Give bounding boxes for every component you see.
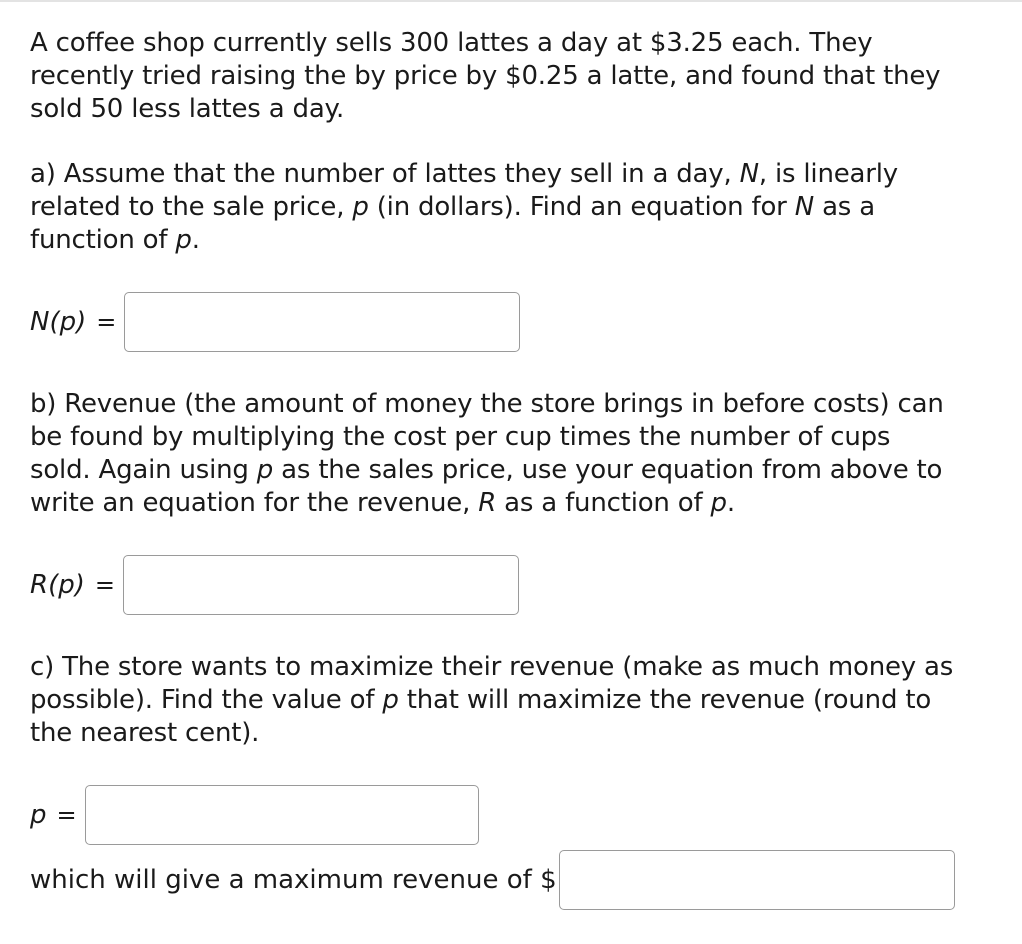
- n-of-p-input[interactable]: [124, 292, 520, 352]
- part-a-question: [30, 158, 970, 257]
- intro-line: A coffee shop currently sells 300 lattes a day at $3.25 each. They: [30, 28, 873, 58]
- p-label: p: [30, 799, 47, 830]
- r-of-p-input[interactable]: [123, 555, 519, 615]
- r-of-p-label: R(p): [30, 569, 85, 600]
- variable-n: N: [739, 159, 759, 189]
- problem-intro: [30, 27, 970, 126]
- part-c-line: c) The store wants to maximize their revenue (make as much money as: [30, 652, 954, 682]
- intro-line: recently tried raising the by price by $0.25 a latte, and found that they: [30, 61, 941, 91]
- intro-line: sold 50 less lattes a day.: [30, 94, 345, 124]
- variable-n: N: [794, 192, 814, 222]
- part-a-line: a) Assume that the number of lattes they sell in a day, N, is linearly: [30, 159, 898, 189]
- equals-sign: =: [94, 570, 115, 599]
- p-answer-row: [30, 785, 479, 845]
- part-a-line: function of p.: [30, 225, 200, 255]
- variable-p: p: [256, 455, 274, 485]
- part-a-line: related to the sale price, p (in dollars). Find an equation for N as a: [30, 192, 875, 222]
- variable-r: R: [478, 488, 497, 518]
- max-revenue-input[interactable]: [559, 850, 955, 910]
- p-input[interactable]: [85, 785, 479, 845]
- part-b-line: write an equation for the revenue, R as a function of p.: [30, 488, 735, 518]
- max-revenue-answer-row: [30, 850, 955, 910]
- n-of-p-answer-row: [30, 292, 520, 352]
- variable-p: p: [382, 685, 399, 715]
- r-of-p-answer-row: [30, 555, 519, 615]
- equals-sign: =: [96, 307, 117, 336]
- variable-p: p: [175, 225, 192, 255]
- max-revenue-label: which will give a maximum revenue of: [30, 864, 541, 895]
- variable-p: p: [710, 488, 727, 518]
- part-c-line: possible). Find the value of p that will maximize the revenue (round to: [30, 685, 932, 715]
- part-b-line: be found by multiplying the cost per cup times the number of cups: [30, 422, 891, 452]
- part-b-line: b) Revenue (the amount of money the store brings in before costs) can: [30, 389, 944, 419]
- equals-sign: =: [56, 800, 77, 829]
- top-divider: [0, 0, 1022, 2]
- part-c-question: [30, 651, 970, 750]
- dollar-sign: $: [540, 864, 557, 895]
- variable-p: p: [352, 192, 369, 222]
- part-b-line: sold. Again using p as the sales price, use your equation from above to: [30, 455, 943, 485]
- part-b-question: [30, 388, 970, 520]
- n-of-p-label: N(p): [30, 306, 87, 337]
- part-c-line: the nearest cent).: [30, 718, 260, 748]
